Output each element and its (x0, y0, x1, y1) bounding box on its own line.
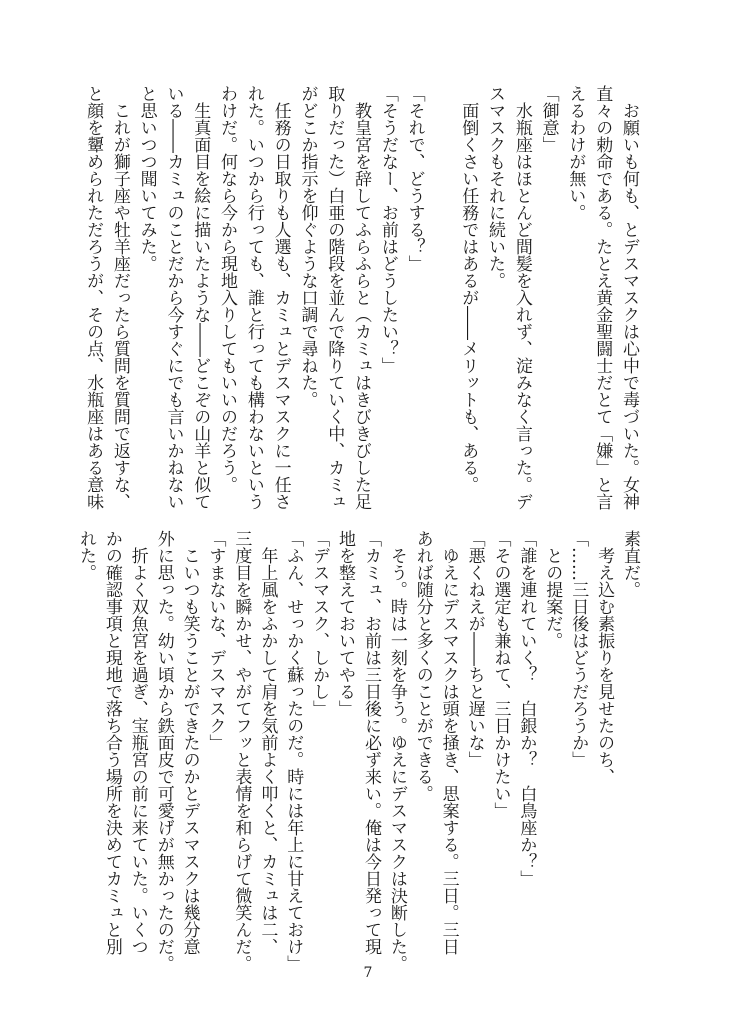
text-column: こいつも笑うことができたのかとデスマスクは幾分意 (179, 530, 200, 955)
text-column: 考え込む素振りを見せたのち、 (594, 530, 615, 785)
text-column: 「デスマスク、しかし」 (309, 530, 330, 717)
text-column: と思いつつ聞いてみた。 (136, 85, 157, 272)
text-column: 任務の日取りも人選も、カミュとデスマスクに一任さ (270, 85, 291, 510)
text-column: 外に思った。幼い頃から鉄面皮で可愛げが無かったのだ。 (153, 530, 174, 972)
text-column: 「そうだなー、お前はどうしたい？」 (377, 85, 398, 374)
text-column: れた。いつから行っても、誰と行っても構わないという (243, 85, 264, 510)
text-column: 教皇宮を辞してふらふらと（カミュはきびきびした足 (351, 85, 372, 510)
text-column: 素直だ。 (620, 530, 640, 598)
text-column: 三度目を瞬かせ、やがてフッと表情を和らげて微笑んだ。 (231, 530, 252, 972)
text-column: 「それで、どうする？」 (404, 85, 425, 272)
text-column: あれば随分と多くのことができる。 (412, 530, 433, 802)
text-column: 「誰を連れていく？ 白銀か？ 白鳥座か？」 (516, 530, 537, 887)
text-column: 生真面目を絵に描いたような――どこぞの山羊と似て (190, 85, 211, 510)
text-column: 直々の勅命である。たとえ黄金聖闘士だとて「嫌」と言 (592, 85, 613, 510)
text-column: いる――カミュのことだから今すぐにでも言いかねない (163, 85, 184, 510)
text-column: 面倒くさい任務ではあるが――メリットも、ある。 (458, 85, 479, 493)
text-column: 「その選定も兼ねて、三日かけたい」 (490, 530, 511, 819)
page-number: 7 (363, 965, 373, 981)
text-column: 「カミュ、お前は三日後に必ず来い。俺は今日発って現 (360, 530, 381, 955)
top-text-block (79, 85, 642, 515)
text-column: スマスクもそれに続いた。 (485, 85, 506, 289)
text-column: 「御意」 (538, 85, 559, 153)
text-column: えるわけが無い。 (565, 85, 586, 221)
text-column: これが獅子座や牡羊座だったら質問を質問で返すな、 (109, 85, 130, 510)
text-column: と顔を顰められただろうが、その点、水瓶座はある意味 (83, 85, 104, 510)
bottom-text-block (72, 530, 642, 972)
text-column: わけだ。何なら今から現地入りしてもいいのだろう。 (217, 85, 238, 493)
text-column: ゆえにデスマスクは頭を掻き、思案する。三日。三日 (438, 530, 459, 955)
text-column: との提案だ。 (542, 530, 563, 649)
text-column: 折よく双魚宮を過ぎ、宝瓶宮の前に来ていた。いくつ (127, 530, 148, 955)
text-column: そう。時は一刻を争う。ゆえにデスマスクは決断した。 (386, 530, 407, 972)
text-column: 年上風をふかして肩を気前よく叩くと、カミュは二、 (257, 530, 278, 955)
text-column: 「ふん、せっかく蘇ったのだ。時には年上に甘えておけ」 (283, 530, 304, 972)
text-column: お願いも何も、とデスマスクは心中で毒づいた。女神 (619, 85, 639, 510)
text-column (428, 85, 455, 515)
text-column: 「……三日後はどうだろうか」 (568, 530, 589, 768)
text-column: 「すまないな、デスマスク」 (205, 530, 226, 751)
text-column: 地を整えておいてやる」 (335, 530, 356, 717)
text-column: れた。 (75, 530, 96, 581)
text-column: かの確認事項と現地で落ち合う場所を決めてカミュと別 (101, 530, 122, 955)
text-column: 「悪くねえが――ちと遅いな」 (464, 530, 485, 768)
text-column: がどこか指示を仰ぐような口調で尋ねた。 (297, 85, 318, 408)
text-column: 取りだった）白亜の階段を並んで降りていく中、カミュ (324, 85, 345, 510)
text-column: 水瓶座はほとんど間髪を入れず、淀みなく言った。デ (511, 85, 532, 510)
